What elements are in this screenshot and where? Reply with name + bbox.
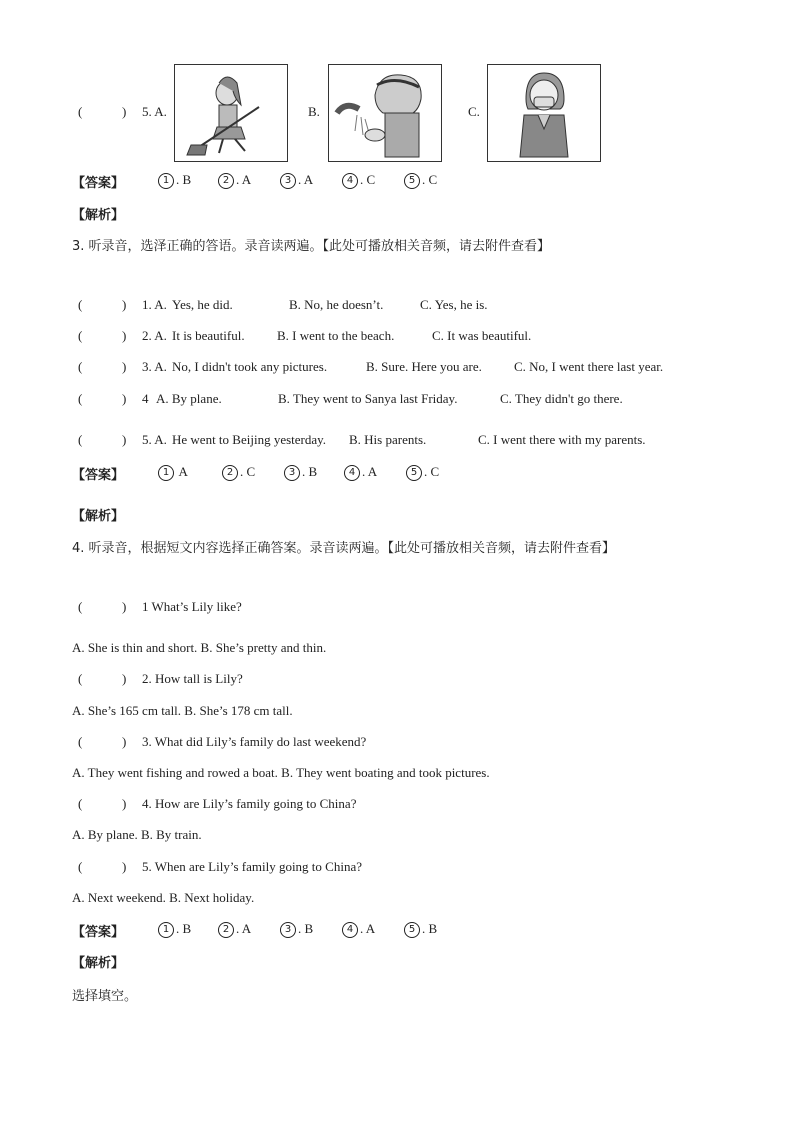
answer-item [342,921,375,938]
answer-label: 【答案】 [72,468,125,483]
answer-item [406,464,439,481]
paren-close: ) [122,796,127,811]
answer-value: . A [360,921,376,936]
answer-value: . C [422,172,438,187]
question-text: 5. When are Lily’s family going to China? [142,859,362,874]
paren-open: ( [78,391,83,406]
question-number: 5. A. [142,432,167,447]
option-c: C. It was beautiful. [432,328,532,343]
option-c: C. I went there with my parents. [478,432,646,447]
answer-value: . A [298,172,314,187]
section3-title: 3. 听录音，选泽正确的答语。录音读两遍。【此处可播放相关音频，请去附件查看】 [72,239,551,254]
question-text: 1 What’s Lily like? [142,599,242,614]
question-number: 2. A. [142,328,167,343]
circle-number: 4 [344,465,360,481]
answer-item [342,172,375,189]
paren-close: ) [122,859,127,874]
answer-item [218,921,251,938]
question-number: 1. A. [142,297,167,312]
circle-number: 5 [404,922,420,938]
answer-item [344,464,377,481]
question-options: A. They went fishing and rowed a boat. B. They went boating and took pictures. [72,765,490,780]
option-b: B. They went to Sanya last Friday. [278,391,458,406]
question-number: 4 [142,391,149,406]
answer-item [280,172,313,189]
option-a: He went to Beijing yesterday. [172,432,327,447]
answer-item [404,172,437,189]
paren-open: ( [78,297,83,312]
picture-girl-sweeping [174,64,288,162]
answer-value: . B [422,921,438,936]
option-c-label: C. [468,104,480,119]
paren-open: ( [78,599,83,614]
option-b-label: B. [308,104,320,119]
answer-item [404,921,437,938]
circle-number: 1 [158,922,174,938]
answer-item [284,464,317,481]
question-number: 3. A. [142,359,167,374]
option-a: A. By plane. [156,391,222,406]
option-c: C. They didn't go there. [500,391,623,406]
circle-number: 5 [406,465,422,481]
paren-close: ) [122,671,127,686]
paren-open: ( [78,671,83,686]
question-options: A. She is thin and short. B. She’s pretty and thin. [72,640,327,655]
option-b: B. I went to the beach. [277,328,395,343]
circle-number: 3 [284,465,300,481]
answer-value: . C [424,464,440,479]
option-a: It is beautiful. [172,328,245,343]
question-options: A. She’s 165 cm tall. B. She’s 178 cm tall. [72,703,293,718]
paren-open: ( [78,432,83,447]
circle-number: 3 [280,922,296,938]
girl-sweeping-icon [175,65,287,161]
answer-value: . A [236,921,252,936]
circle-number: 1 [158,173,174,189]
circle-number: 2 [218,922,234,938]
answer-item [158,921,191,938]
answer-value: A [178,464,188,479]
paren-open: ( [78,359,83,374]
answer-value: . B [298,921,314,936]
paren-close: ) [122,734,127,749]
answer-item [218,172,251,189]
paren-open: ( [78,328,83,343]
circle-number: 3 [280,173,296,189]
answer-item [280,921,313,938]
paren-close: ) [122,359,127,374]
question-options: A. By plane. B. By train. [72,827,202,842]
paren-close: ) [122,432,127,447]
answer-item [158,172,191,189]
option-c: C. Yes, he is. [420,297,488,312]
answer-item [222,464,255,481]
paren-open: ( [78,104,83,119]
option-c: C. No, I went there last year. [514,359,664,374]
footer-text: 选择填空。 [72,989,138,1004]
circle-number: 2 [218,173,234,189]
analysis-label: 【解析】 [72,208,125,223]
circle-number: 1 [158,465,174,481]
answer-value: . A [236,172,252,187]
circle-number: 2 [222,465,238,481]
paren-open: ( [78,859,83,874]
analysis-label: 【解析】 [72,509,125,524]
circle-number: 5 [404,173,420,189]
option-b: B. No, he doesn’t. [289,297,384,312]
question-number: 5. A. [142,104,167,119]
answer-item [158,464,188,481]
paren-close: ) [122,599,127,614]
answer-label: 【答案】 [72,176,125,191]
answer-value: . B [176,172,192,187]
question-text: 3. What did Lily’s family do last weekend? [142,734,367,749]
answer-value: . A [362,464,378,479]
paren-close: ) [122,297,127,312]
option-b: B. Sure. Here you are. [366,359,482,374]
girl-with-mask-icon [488,65,600,161]
answer-value: . B [176,921,192,936]
picture-girl-washing-hands [328,64,442,162]
answer-value: . B [302,464,318,479]
option-a: Yes, he did. [172,297,233,312]
question-text: 2. How tall is Lily? [142,671,243,686]
circle-number: 4 [342,922,358,938]
circle-number: 4 [342,173,358,189]
option-a: No, I didn't took any pictures. [172,359,328,374]
paren-open: ( [78,734,83,749]
girl-washing-hands-icon [329,65,441,161]
option-b: B. His parents. [349,432,427,447]
paren-close: ) [122,104,127,119]
paren-open: ( [78,796,83,811]
analysis-label: 【解析】 [72,956,125,971]
section4-title: 4. 听录音，根据短文内容选择正确答案。录音读两遍。【此处可播放相关音频，请去附件查看】 [72,541,616,556]
question-text: 4. How are Lily’s family going to China? [142,796,357,811]
answer-value: . C [360,172,376,187]
answer-value: . C [240,464,256,479]
paren-close: ) [122,328,127,343]
picture-girl-with-mask [487,64,601,162]
answer-label: 【答案】 [72,925,125,940]
paren-close: ) [122,391,127,406]
question-options: A. Next weekend. B. Next holiday. [72,890,255,905]
